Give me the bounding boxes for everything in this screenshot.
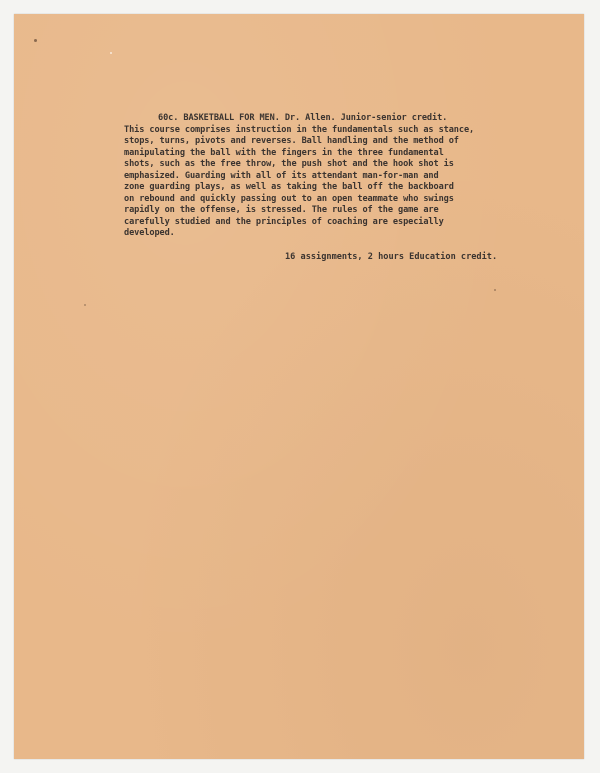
text-line: rapidly on the offense, is stressed. The rules of the game are <box>124 205 439 215</box>
text-line: stops, turns, pivots and reverses. Ball handling and the method of <box>124 136 459 146</box>
course-description <box>124 113 538 240</box>
text-line: zone guarding plays, as well as taking the ball off the backboard <box>124 182 454 192</box>
text-line: carefully studied and the principles of coaching are especially <box>124 216 444 227</box>
text-line: shots, such as the free throw, the push shot and the hook shot is <box>124 159 454 169</box>
text-line: This course comprises instruction in the fundamentals such as stance, <box>124 124 475 135</box>
text-line: manipulating the ball with the fingers in the three fundamental <box>124 147 444 158</box>
paper-speck <box>34 39 37 42</box>
paper-speck <box>110 52 112 54</box>
text-line: developed. <box>124 228 175 238</box>
text-line: 60c. BASKETBALL FOR MEN. Dr. Allen. Junior-senior credit. <box>158 113 448 123</box>
text-line: emphasized. Guarding with all of its attendant man-for-man and <box>124 170 439 181</box>
credit-line: 16 assignments, 2 hours Education credit. <box>285 252 498 262</box>
paper-speck <box>84 304 86 306</box>
text-line: on rebound and quickly passing out to an open teammate who swings <box>124 193 454 204</box>
paper-speck <box>494 289 496 291</box>
